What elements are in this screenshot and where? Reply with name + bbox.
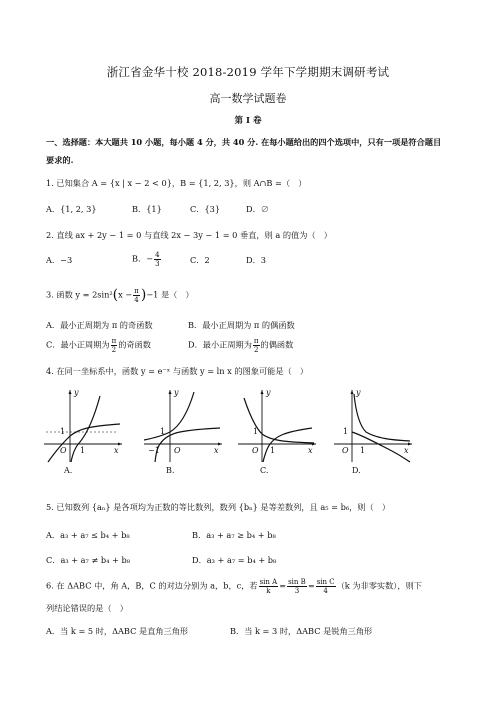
question-6-stem-cont: 列结论错误的是（ ） (46, 603, 128, 613)
q5-option-b: B．a₃ + a₇ ≥ b₄ + b₈ (192, 530, 276, 540)
q3-stem-fraction: $\frac{\pi}{4}$ (134, 287, 139, 304)
graph-c-letter: C. (260, 466, 269, 475)
graph-c (234, 388, 318, 464)
graph-c-one-y: 1 (253, 427, 259, 436)
q6-fraction-c: $\frac{\text{sin C}}{4}$ (316, 578, 335, 595)
q6-option-a: A．当 k = 5 时，ΔABC 是直角三角形 (46, 626, 189, 636)
graph-a-origin: O (60, 446, 67, 455)
section-heading: 一、选择题：本大题共 10 小题，每小题 4 分，共 40 分. 在每小题给出的四个选项中，只有一项是符合题目 (46, 137, 442, 147)
q2-option-a: A．−3 (46, 255, 73, 265)
graph-c-origin: O (252, 446, 259, 455)
graph-a-one-y: 1 (60, 427, 66, 436)
q3-option-a: A．最小正周期为 π 的奇函数 (46, 320, 153, 330)
graph-d-x-label: x (404, 446, 409, 455)
graph-b-one-y: 1 (160, 427, 166, 436)
graph-d-one-y: 1 (343, 427, 349, 436)
q1-option-b: B．{1} (132, 204, 162, 214)
section-heading-cont: 要求的. (46, 155, 74, 165)
exam-subtitle: 高一数学试题卷 (209, 92, 287, 105)
graph-b-x-label: x (214, 446, 219, 455)
graph-a-one-x: 1 (80, 446, 86, 455)
graph-b-letter: B. (166, 466, 175, 475)
question-6-stem: 6. 在 ΔABC 中，角 A，B，C 的对边分别为 a，b，c，若 $\frac{\text{sin A}}{k}$ = $\frac{\text{sin B}}{3}$ = $\frac{\text{sin C}}{4}$ （k 为非零实数），则下 (46, 578, 422, 595)
graph-a-y-label: y (74, 388, 79, 397)
q2-option-b: B．− $\frac{4}{3}$ (132, 251, 160, 268)
question-2-stem: 2. 直线 ax + 2y − 1 = 0 与直线 2x − 3y − 1 = 0 垂直，则 a 的值为（ ） (46, 230, 332, 240)
graph-a-x-label: x (114, 446, 119, 455)
q2-option-d: D．3 (246, 255, 266, 265)
graph-b-origin: O (174, 446, 181, 455)
graph-b-y-label: y (174, 388, 179, 397)
q1-option-d: D．∅ (246, 204, 269, 214)
q3-option-b: B．最小正周期为 π 的偶函数 (188, 320, 295, 330)
graph-d-one-x: 1 (360, 446, 366, 455)
q2-option-c: C．2 (190, 255, 210, 265)
q3-option-c: C．最小正周期为 $\frac{\pi}{2}$ 的奇函数 (46, 337, 151, 354)
q5-option-c: C．a₃ + a₇ ≠ b₄ + b₈ (46, 555, 131, 565)
graph-d-letter: D. (352, 466, 361, 475)
volume-label: 第 I 卷 (234, 116, 262, 126)
graph-c-one-x: 1 (270, 446, 276, 455)
graph-c-y-label: y (266, 388, 271, 397)
graph-a-letter: A. (64, 466, 73, 475)
q5-option-a: A．a₃ + a₇ ≤ b₄ + b₈ (46, 530, 130, 540)
q1-option-a: A．{1, 2, 3} (46, 204, 97, 214)
q5-option-d: D．a₃ + a₇ = b₄ + b₈ (192, 555, 277, 565)
question-4-stem: 4. 在同一坐标系中，函数 y = e⁻ˣ 与函数 y = ln x 的图象可能是（ ） (46, 366, 309, 376)
q3-option-d: D．最小正周期为 $\frac{\pi}{2}$ 的偶函数 (188, 337, 294, 354)
q6-option-b: B．当 k = 3 时，ΔABC 是锐角三角形 (230, 626, 373, 636)
question-1-stem: 1. 已知集合 A = {x | x − 2 < 0}，B = {1, 2, 3}，则 A∩B =（ ） (46, 178, 307, 188)
graph-d-y-label: y (356, 388, 361, 397)
q6-fraction-a: $\frac{\text{sin A}}{k}$ (259, 578, 278, 595)
question-5-stem: 5. 已知数列 {aₙ} 是各项均为正数的等比数列，数列 {bₙ} 是等差数列，且 a₅ = b₆，则（ ） (46, 502, 391, 512)
exam-title: 浙江省金华十校 2018-2019 学年下学期期末调研考试 (106, 65, 390, 79)
q6-fraction-b: $\frac{\text{sin B}}{3}$ (288, 578, 306, 595)
graph-b-neg-one: −1 (148, 446, 160, 455)
q2-b-fraction: $\frac{4}{3}$ (155, 251, 160, 268)
graph-d-origin: O (342, 446, 349, 455)
graph-c-x-label: x (308, 446, 313, 455)
q1-option-c: C．{3} (190, 204, 221, 214)
question-3-stem: 3. 函数 y = 2sin²(x − $\frac{\pi}{4}$ )−1 是（ ） (46, 287, 194, 304)
